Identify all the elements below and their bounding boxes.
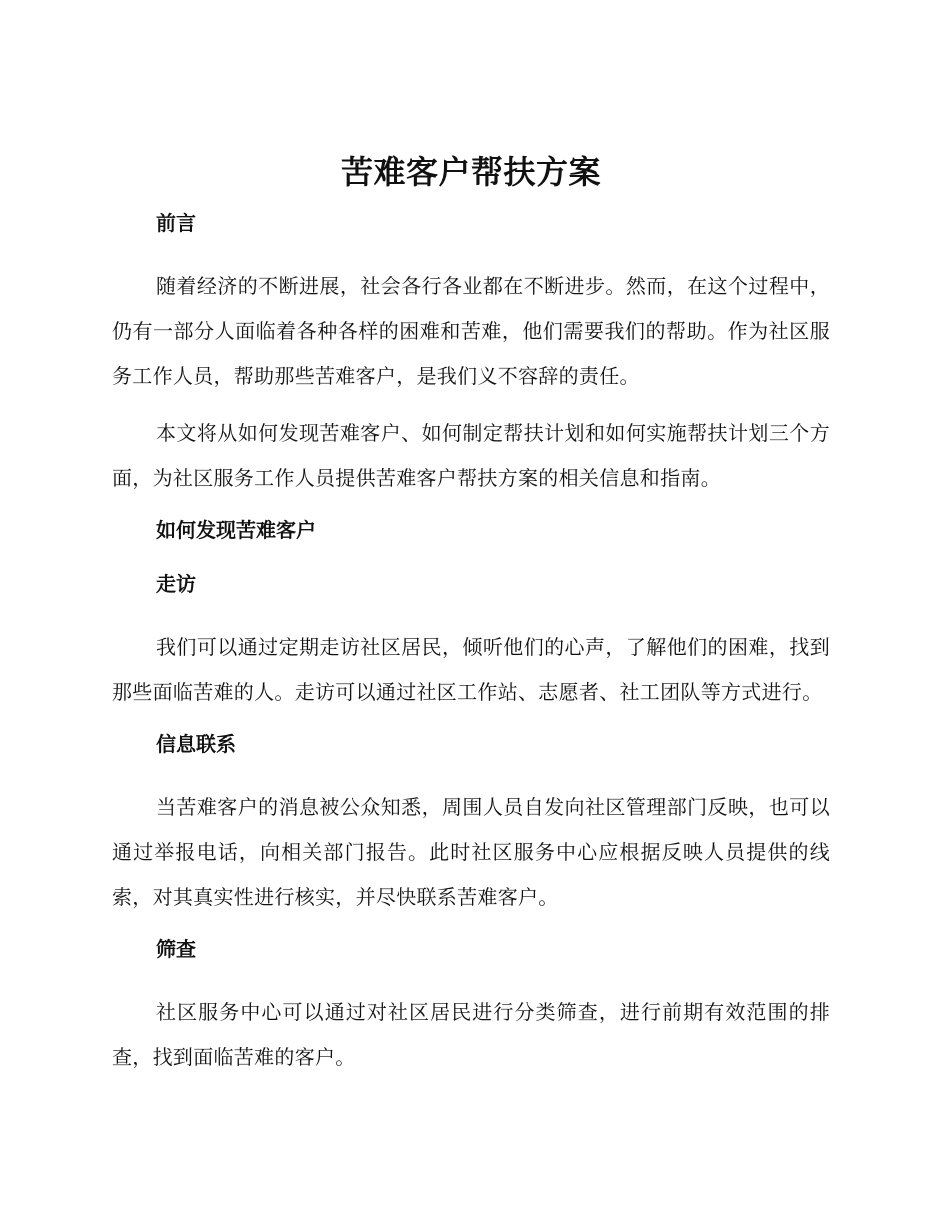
paragraph-preface-1: 随着经济的不断进展，社会各行各业都在不断进步。然而，在这个过程中，仍有一部分人面临着各种各样的困难和苦难，他们需要我们的帮助。作为社区服务工作人员，帮助那些苦难客户，是我们义不容辞的责任。 <box>112 274 830 388</box>
subsection-heading-screening: 筛查 <box>156 937 196 961</box>
section-heading-discover: 如何发现苦难客户 <box>156 518 316 542</box>
document-title: 苦难客户帮扶方案 <box>340 153 601 191</box>
subsection-heading-contact: 信息联系 <box>156 732 236 756</box>
paragraph-visit: 我们可以通过定期走访社区居民，倾听他们的心声，了解他们的困难，找到那些面临苦难的人。走访可以通过社区工作站、志愿者、社工团队等方式进行。 <box>112 635 830 704</box>
subsection-heading-visit: 走访 <box>156 572 196 596</box>
section-heading-preface: 前言 <box>156 211 196 235</box>
paragraph-contact: 当苦难客户的消息被公众知悉，周围人员自发向社区管理部门反映，也可以通过举报电话，向相关部门报告。此时社区服务中心应根据反映人员提供的线索，对其真实性进行核实，并尽快联系苦难客户。 <box>112 795 830 909</box>
paragraph-preface-2: 本文将从如何发现苦难客户、如何制定帮扶计划和如何实施帮扶计划三个方面，为社区服务工作人员提供苦难客户帮扶方案的相关信息和指南。 <box>112 421 830 490</box>
paragraph-screening: 社区服务中心可以通过对社区居民进行分类筛查，进行前期有效范围的排查，找到面临苦难的客户。 <box>112 1000 830 1069</box>
